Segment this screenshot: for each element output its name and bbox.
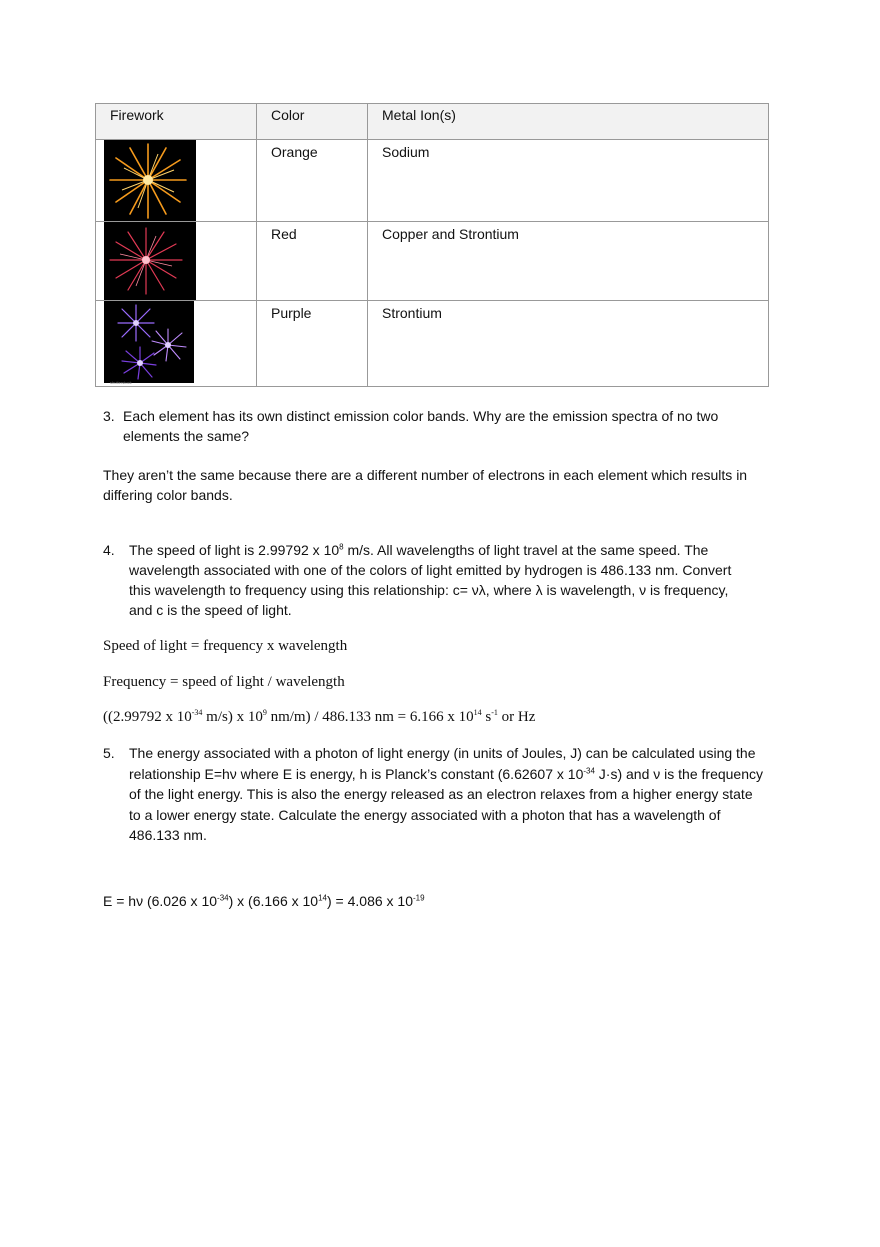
header-firework: Firework — [96, 104, 257, 140]
purple-firework-image — [96, 301, 196, 383]
exponent: -34 — [217, 893, 229, 903]
exponent: -19 — [413, 893, 425, 903]
answer-part: ) = 4.086 x 10 — [327, 893, 414, 909]
calc-part: s — [481, 709, 492, 725]
answer-part: ) x (6.166 x 10 — [228, 893, 319, 909]
table-row — [96, 222, 769, 301]
orange-firework-image — [96, 140, 196, 221]
ion-cell: Copper and Strontium — [368, 222, 769, 301]
question-text-part: The speed of light is 2.99792 x 10 — [129, 542, 340, 558]
red-firework-image — [96, 222, 196, 300]
firework-cell — [96, 222, 257, 301]
answer-4-line-1: Speed of light = frequency x wavelength — [103, 638, 348, 654]
ion-cell: Strontium — [368, 301, 769, 387]
firework-cell — [96, 140, 257, 222]
answer-4-line-2: Frequency = speed of light / wavelength — [103, 674, 345, 690]
calc-part: ((2.99792 x 10 — [103, 709, 192, 725]
color-cell: Red — [257, 222, 368, 301]
calc-part: or Hz — [497, 709, 536, 725]
question-3 — [103, 406, 753, 446]
exponent: -34 — [191, 708, 203, 717]
exponent: -1 — [491, 708, 498, 717]
header-metal-ions: Metal Ion(s) — [368, 104, 769, 140]
calc-part: m/s) x 10 — [202, 709, 263, 725]
ion-cell: Sodium — [368, 140, 769, 222]
table-row — [96, 140, 769, 222]
answer-4-calculation — [103, 707, 535, 727]
question-text-part: The energy associated with a photon of light energy (in units of Joules, J) can be calculated using the relationship E=hν where E is energy, h is Planck’s constant (6.62607 x 10 — [129, 745, 756, 782]
answer-5 — [103, 891, 425, 911]
question-text-part: J·s) and ν is the frequency of the light energy. This is also the energy released as an electron relaxes from a higher energy state to a lower energy state. Calculate the energy associated with a photon that has a wavelength of 486.133 nm. — [129, 765, 763, 843]
answer-part: E = hν (6.026 x 10 — [103, 893, 218, 909]
firework-table — [95, 103, 769, 387]
image-watermark: shutterstock — [110, 380, 132, 385]
question-number: 4. — [103, 542, 115, 558]
question-text — [129, 540, 753, 620]
question-text: Each element has its own distinct emission color bands. Why are the emission spectra of no two elements the same? — [123, 408, 719, 444]
question-text — [129, 743, 763, 846]
answer-3: They aren’t the same because there are a different number of electrons in each element which results in differing color bands. — [103, 467, 748, 503]
exponent: 14 — [318, 893, 327, 903]
exponent: -34 — [583, 765, 595, 775]
question-5 — [103, 743, 763, 846]
question-number: 5. — [103, 745, 115, 761]
table-row — [96, 301, 769, 387]
firework-cell — [96, 301, 257, 387]
question-number: 3. — [103, 408, 115, 424]
exponent: 14 — [473, 708, 482, 717]
color-cell: Orange — [257, 140, 368, 222]
color-cell: Purple — [257, 301, 368, 387]
question-4 — [103, 540, 753, 620]
exponent: 8 — [339, 542, 344, 552]
calc-part: nm/m) / 486.133 nm = 6.166 x 10 — [266, 709, 474, 725]
question-text-part: m/s. All wavelengths of light travel at the same speed. The wavelength associated with one of the colors of light emitted by hydrogen is 486.133 nm. Convert this wavelength to frequency using this relationship: c= νλ, where λ is wavelength, ν is frequency, and c is the speed of light. — [129, 542, 732, 618]
table-header-row — [96, 104, 769, 140]
header-color: Color — [257, 104, 368, 140]
exponent: 9 — [262, 708, 267, 717]
